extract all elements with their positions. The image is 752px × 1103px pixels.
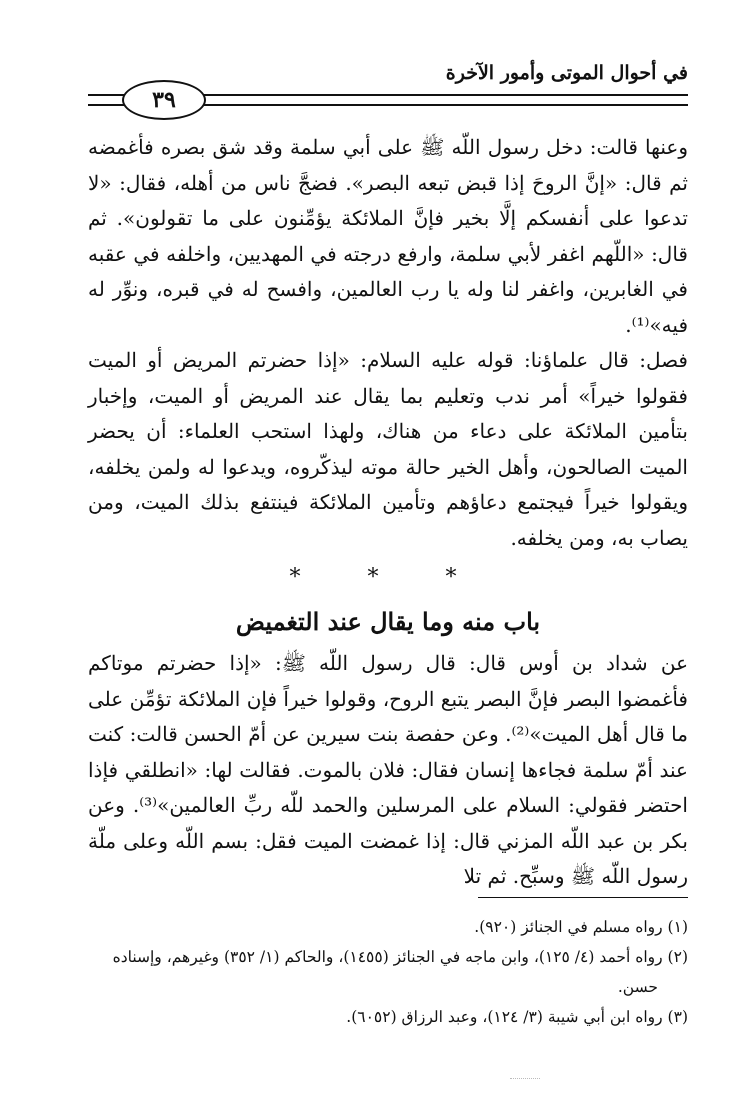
footnote-3: (٣) رواه ابن أبي شيبة (٣/ ١٢٤)، وعبد الرزاق (٦٠٥٢). [346,1008,688,1026]
scan-mark [510,1078,540,1079]
footnote-separator [478,897,688,898]
page-header [88,52,688,112]
footnotes [88,912,688,1032]
footnote-2: (٢) رواه أحمد (٤/ ١٢٥)، وابن ماجه في الجنائز (١٤٥٥)، والحاكم (١/ ٣٥٢) وغيرهم، وإسناده [112,948,688,966]
paragraph-fasl: فصل: قال علماؤنا: قوله عليه السلام: «إذا حضرتم المريض أو الميت فقولوا خيراً» أمر ندب وتعليم بما يقال عند المريض أو الميت، وإخبار بتأمين الملائكة على دعاء من هناك، ولهذا استحب العلماء: أن يحضر الميت الصالحون، وأهل الخير حالة موته ليذكّروه، ويدعوا له ولمن يخلفه، ويقولوا خيراً فيجتمع دعاؤهم وتأمين الملائكة فينتفع بذلك الميت، ومن يصاب به، ومن يخلفه. [88,348,688,550]
page-number: ٣٩ [122,80,206,120]
section-separator-stars: * * * [289,565,487,590]
paragraph-hadith-abu-salama: وعنها قالت: دخل رسول اللّه ﷺ على أبي سلمة وقد شق بصره فأغمضه ثم قال: «إنَّ الروحَ إذا قبض تبعه البصر». فضجَّ ناس من أهله، فقال: «لا تدعوا على أنفسكم إلَّا بخير فإنَّ الملائكة يؤمِّنون على ما تقولون». ثم قال: «اللّهم اغفر لأبي سلمة، وارفع درجته في المهديين، واخلفه في عقبه في الغابرين، واغفر لنا وله يا رب العالمين، وافسح له في قبره، ونوِّر له فيه»⁽¹⁾. [88,135,688,337]
main-text [88,130,688,895]
footnote-2-continuation: حسن. [617,978,658,996]
header-double-rule-left [88,94,126,106]
section-heading: باب منه وما يقال عند التغميض [235,607,541,636]
footnote-1: (١) رواه مسلم في الجنائز (٩٢٠). [474,918,688,936]
header-double-rule [198,94,688,106]
paragraph-shaddad: عن شداد بن أوس قال: قال رسول اللّه ﷺ: «إذا حضرتم موتاكم فأغمضوا البصر فإنَّ البصر يتبع الروح، وقولوا خيراً فإن الملائكة تؤمِّن على ما قال أهل الميت»⁽²⁾. وعن حفصة بنت سيرين عن أمّ الحسن قالت: كنت عند أمّ سلمة فجاءها إنسان فقال: فلان بالموت. فقالت لها: «انطلقي فإذا احتضر فقولي: السلام على المرسلين والحمد للّه ربِّ العالمين»⁽³⁾. وعن بكر بن عبد اللّه المزني قال: إذا غمضت الميت فقل: بسم اللّه وعلى ملّة رسول اللّه ﷺ وسبِّح. ثم تلا [88,651,688,888]
running-title: في أحوال الموتى وأمور الآخرة [445,62,688,84]
